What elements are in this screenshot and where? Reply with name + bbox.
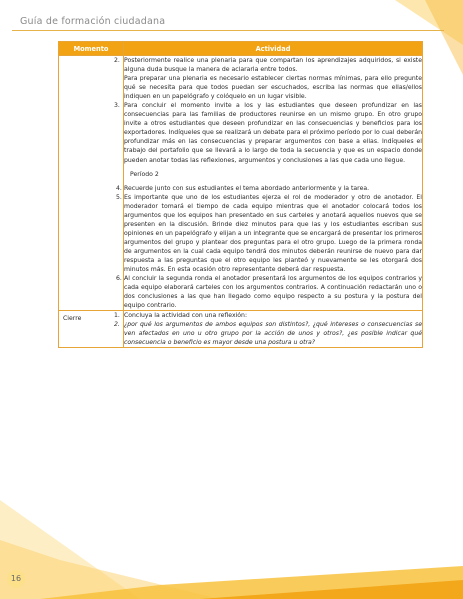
header-divider <box>12 30 444 31</box>
item-text: Concluya la actividad con una reflexión: <box>124 312 248 320</box>
period-label: Período 2 <box>130 170 159 178</box>
guide-title: Guía de formación ciudadana <box>20 16 166 27</box>
list-item <box>114 56 422 74</box>
moment-cell <box>59 56 124 311</box>
page-number: 16 <box>7 570 25 588</box>
item-number: 5. <box>116 193 122 201</box>
list-item <box>116 193 422 274</box>
item-number: 4. <box>116 184 122 192</box>
item-text: Para preparar una plenaria es necesario establecer ciertas normas mínimas, para ello pregunte qué se necesita para que todos puedan ser escuchados, escriba las normas que ellas/ellos indiquen en un papelógrafo y colóquelo en un lugar visible. <box>124 75 422 101</box>
item-text: Al concluir la segunda ronda el anotador presentará los argumentos de los equipos contrarios y cada equipo elaborará carteles con los argumentos contrarios. A continuación redactarán uno o dos conclusiones a las que han llegado como equipo respecto a su postura y la postura del equipo contrario. <box>124 275 422 310</box>
item-number: 1. <box>114 312 120 320</box>
activity-list <box>114 56 422 165</box>
item-number: 2. <box>114 321 120 329</box>
activity-list <box>114 311 422 347</box>
list-item <box>114 320 422 347</box>
item-text: Recuerde junto con sus estudiantes el tema abordado anteriormente y la tarea. <box>124 184 370 192</box>
column-header-moment: Momento <box>59 42 124 56</box>
table-row <box>59 56 423 311</box>
item-number: 3. <box>114 102 120 110</box>
table-header-row <box>59 42 423 56</box>
moment-label: Cierre <box>63 315 82 323</box>
list-item <box>116 274 422 310</box>
list-item <box>116 184 422 193</box>
column-header-activity: Actividad <box>124 42 423 56</box>
item-number: 6. <box>116 275 122 283</box>
list-item <box>114 311 422 320</box>
activity-cell <box>114 311 423 348</box>
item-text: Posteriormente realice una plenaria para que compartan los aprendizajes adquiridos, si existe alguna duda busque la manera de aclararla entre todos. <box>124 57 422 74</box>
table-row <box>59 311 423 348</box>
list-item <box>124 74 422 101</box>
item-text: Para concluir el momento invite a los y las estudiantes que deseen profundizar en las consecuencias para las familias de productores reunirse en un mismo grupo. En otro grupo invite a otros estudiantes que deseen profundizar en las consecuencias y beneficios para los exportadores. Indíqueles que se realizará un debate para el próximo período por lo cual deberán profundizar más en las consecuencias y preparar argumentos con base a ellas. Indíqueles el trabajo del portafolio que se llevará a lo largo de toda la secuencia y que es un espacio donde pueden anotar todas las reflexiones, argumentos y conclusiones a las que cada uno llegue. <box>124 102 422 164</box>
activity-list <box>116 184 422 311</box>
activity-cell <box>114 56 423 311</box>
item-number: 2. <box>114 57 120 64</box>
item-text: Es importante que uno de los estudiantes ejerza el rol de moderador y otro de anotador. El moderador tomará el tiempo de cada equipo mientras que el anotador colocará todos los argumentos que los equipos han presentado en sus carteles y anotará aquellos nuevos que se presenten en la discusión. Brinde diez minutos para que las y los estudiantes escriban sus opiniones en un papelógrafo y elijan a un integrante que se encargará de presentar los primeros argumentos del grupo y plantear dos preguntas para el otro grupo. Luego de la primera ronda de argumentos en la cual cada equipo tendrá dos minutos deberán reunirse de nuevo para dar respuesta a las preguntas que el otro equipo les planteó y nuevamente se les otorgará dos minutos más. En esta ocasión otro representante deberá dar respuesta. <box>124 193 422 274</box>
activity-table <box>58 41 423 348</box>
list-item <box>114 101 422 164</box>
item-text: ¿por qué los argumentos de ambos equipos son distintos?, ¿qué intereses o consecuencias se ven afectados en uno u otro grupo por la acción de unos y otros?, ¿es posible indicar qué consecuencia o beneficio es mayor desde una postura u otra? <box>124 321 422 347</box>
